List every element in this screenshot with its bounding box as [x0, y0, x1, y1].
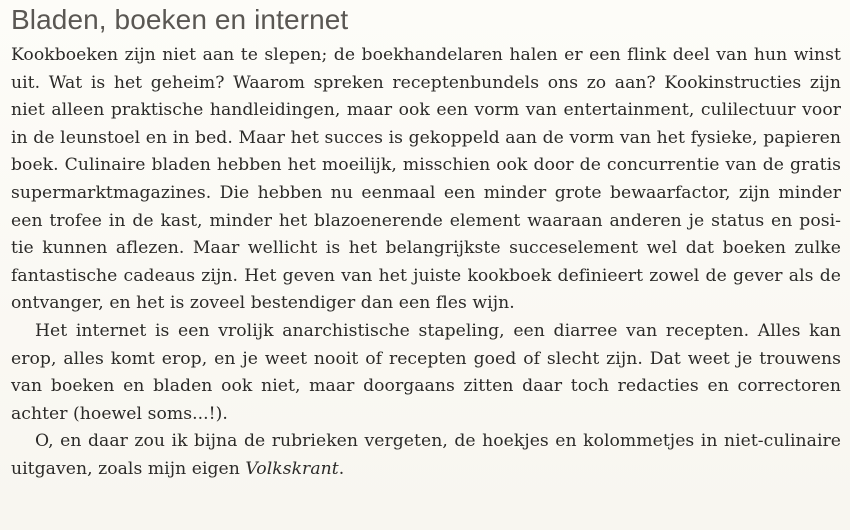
text-line: boek. Culinaire bladen hebben het moeilijk, misschien ook door de concurrentie van de gratis: [11, 155, 841, 176]
text-line: in de leunstoel en in bed. Maar het succes is gekoppeld aan de vorm van het fysieke, papieren: [11, 127, 841, 148]
text-line: niet alleen praktische handleidingen, maar ook een vorm van entertainment, culilectuur voor: [11, 100, 841, 121]
text-line: uit. Wat is het geheim? Waarom spreken receptenbundels ons zo aan? Kookinstructies zijn: [11, 72, 841, 93]
paragraph-1: [11, 42, 841, 318]
text-line: supermarktmagazines. Die hebben nu eenmaal een minder grote bewaarfactor, zijn minder: [11, 182, 841, 203]
text-line: O, en daar zou ik bijna de rubrieken vergeten, de hoekjes en kolommetjes in niet-culinaire: [35, 431, 841, 452]
text-line: fantastische cadeaus zijn. Het geven van het juiste kookboek definieert zowel de gever als de: [11, 265, 841, 286]
text-run: uitgaven, zoals mijn eigen: [11, 458, 246, 479]
text-line: tie kunnen aflezen. Maar wellicht is het belangrijkste succeselement wel dat boeken zulke: [11, 238, 841, 259]
text-line: van boeken en bladen ook niet, maar doorgaans zitten daar toch redacties en correctoren: [11, 376, 841, 397]
text-line: Kookboeken zijn niet aan te slepen; de boekhandelaren halen er een flink deel van hun winst: [11, 45, 841, 65]
article-body: [11, 42, 841, 484]
text-line: Het internet is een vrolijk anarchistische stapeling, een diarree van recepten. Alles kan: [35, 320, 841, 341]
section-heading: Bladen, boeken en internet: [11, 4, 349, 35]
paragraph-3: [11, 428, 841, 483]
paragraph-2: [11, 318, 841, 428]
text-line: [11, 456, 841, 484]
text-run: .: [338, 458, 345, 479]
text-line: achter (hoewel soms...!).: [11, 403, 228, 424]
text-line: erop, alles komt erop, en je weet nooit of recepten goed of slecht zijn. Dat weet je trouwens: [11, 348, 841, 369]
text-line: ontvanger, en het is zoveel bestendiger dan een fles wijn.: [11, 293, 515, 314]
newspaper-name: Volkskrant: [245, 458, 339, 479]
text-line: een trofee in de kast, minder het blazoenerende element waaraan anderen je status en posi-: [11, 210, 841, 231]
